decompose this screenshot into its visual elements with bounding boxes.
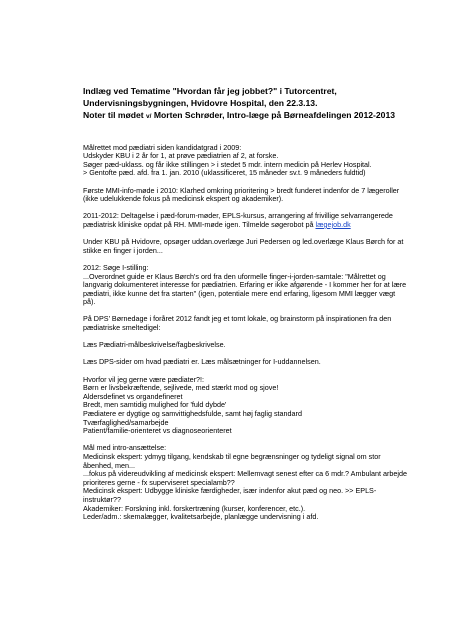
text-line: ...fokus på videreudvikling af medicinsk ekspert: Mellemvagt senest efter ca 6 mdr.? Ambulant arbejde <box>83 469 407 479</box>
paragraph-boernedage <box>83 315 392 332</box>
text-line: Første MMI-info-møde i 2010: Klarhed omkring prioritering > bredt funderet indenfor de 7 lægeroller <box>83 185 400 195</box>
text-line: pædiatriske smeltedigel: <box>83 323 161 333</box>
text-line: Børn er livsbekræftende, sejlivede, med stærkt mod og sjove! <box>83 383 279 393</box>
text-line: Udskyder KBU i 2 år for 1, at prøve pædiatrien af 2, at forske. <box>83 151 279 161</box>
paragraph-dps-sider <box>83 358 392 367</box>
paragraph-maal-intro <box>83 443 407 522</box>
text-line: på). <box>83 297 96 307</box>
text-line: 2011-2012: Deltagelse i pæd-forum-møder, EPLS-kursus, arrangering af frivillige selvarrangerede <box>83 211 393 221</box>
text-line: Patient/familie-orienteret vs diagnoseorienteret <box>83 426 232 436</box>
heading-line-1: Indlæg ved Tematime "Hvordan får jeg jobbet?" i Tutorcentret, <box>83 86 337 96</box>
text-line: Leder/adm.: skemalægger, kvalitetsarbejde, planlægge undervisning i afd. <box>83 512 319 522</box>
text-line: Målrettet mod pædiatri siden kandidatgrad i 2009: <box>83 142 242 152</box>
heading-line-2: Undervisningsbygningen, Hvidovre Hospital, den 22.3.13. <box>83 98 318 109</box>
laegejob-link[interactable]: lægejob.dk <box>315 219 351 229</box>
text-line: pædiatri, ikke kunne det fra starten" (igen, potentiale mere end erfaring, ligesom MMI lægger vægt <box>83 288 396 298</box>
paragraph-career-start <box>83 144 392 178</box>
text-line: > Gentofte pæd. afd. fra 1. jan. 2010 (uklassificeret, 15 måneder sv.t. 9 måneders fuldtid) <box>83 168 366 178</box>
text-line: Pædiatere er dygtige og samvittighedsfulde, samt høj faglig standard <box>83 409 302 419</box>
text-line: Aldersdefinet vs organdefineret <box>83 391 183 401</box>
text-line: Tværfaglighed/samarbejde <box>83 417 169 427</box>
document-heading <box>83 85 396 124</box>
text-line: Læs Pædiatri-målbeskrivelse/fagbeskrivelse. <box>83 340 226 350</box>
text-line: Under KBU på Hvidovre, opsøger uddan.overlæge Juri Pedersen og led.overlæge Klaus Børch for at <box>83 237 404 247</box>
paragraph-hvorfor-paediater <box>83 376 392 436</box>
text-line: prioriteres gerne - fx superviseret specialamb?? <box>83 477 235 487</box>
heading-v-abbrev: v/ <box>146 113 152 121</box>
heading-line-3-start: Noter til mødet <box>83 110 147 121</box>
heading-line-3-end: Morten Schrøder, Intro-læge på Børneafdelingen 2012-2013 <box>151 110 396 121</box>
text-line: stikke en finger i jorden... <box>83 245 163 255</box>
paragraph-maalbeskrivelse <box>83 341 392 350</box>
text-line: ...Overordnet guide er Klaus Børch's ord fra den uformelle finger-i-jorden-samtale: "Målrettet og <box>83 271 386 281</box>
text-line: 2012: Søge I-stilling: <box>83 262 149 272</box>
text-line: langvarig dokumenteret interesse for pædiatrien. Erfaring er ikke afgørende - I kommer her for at lære <box>83 280 407 290</box>
text-line <box>83 221 392 230</box>
text-line: Søger pæd-uklass. og får ikke stillingen > i stedet 5 mdr. intern medicin på Herlev Hospital. <box>83 159 372 169</box>
text-line: På DPS' Børnedage i foråret 2012 fandt jeg et tomt lokale, og brainstorm på inspirationen fra den <box>83 314 392 324</box>
text-line: Medicinsk ekspert: ydmyg tilgang, kendskab til egne begrænsninger og tydeligt signal om stor <box>83 451 381 461</box>
text-line: Hvorfor vil jeg gerne være pædiater?!: <box>83 374 205 384</box>
paragraph-kbu-hvidovre <box>83 237 404 255</box>
text-line-start: pædiatrisk kliniske opdat på RH. MMI-møde igen. Tilmelde søgerobot på <box>83 219 316 229</box>
text-line: åbenhed, men... <box>83 460 135 470</box>
text-line: Bredt, men samtidig mulighed for 'fuld dybde' <box>83 400 227 410</box>
text-line: Mål med intro-ansættelse: <box>83 443 167 453</box>
text-line: (ikke udelukkende fokus på medicinsk ekspert og akademiker). <box>83 194 284 204</box>
heading-line-3 <box>83 109 396 123</box>
paragraph-i-stilling <box>83 262 407 307</box>
text-line: Medicinsk ekspert: Udbygge kliniske færdigheder, især indenfor akut pæd og neo. >> EPLS- <box>83 486 377 496</box>
paragraph-mmi-meeting <box>83 185 400 204</box>
text-line: Læs DPS-sider om hvad pædiatri er. Læs målsætninger for I-uddannelsen. <box>83 357 321 367</box>
text-line: instruktør?? <box>83 494 121 504</box>
text-line: Akademiker: Forskning inkl. forskertræning (kurser, konferencer, etc.). <box>83 503 306 513</box>
paragraph-2011-2012 <box>83 212 392 229</box>
